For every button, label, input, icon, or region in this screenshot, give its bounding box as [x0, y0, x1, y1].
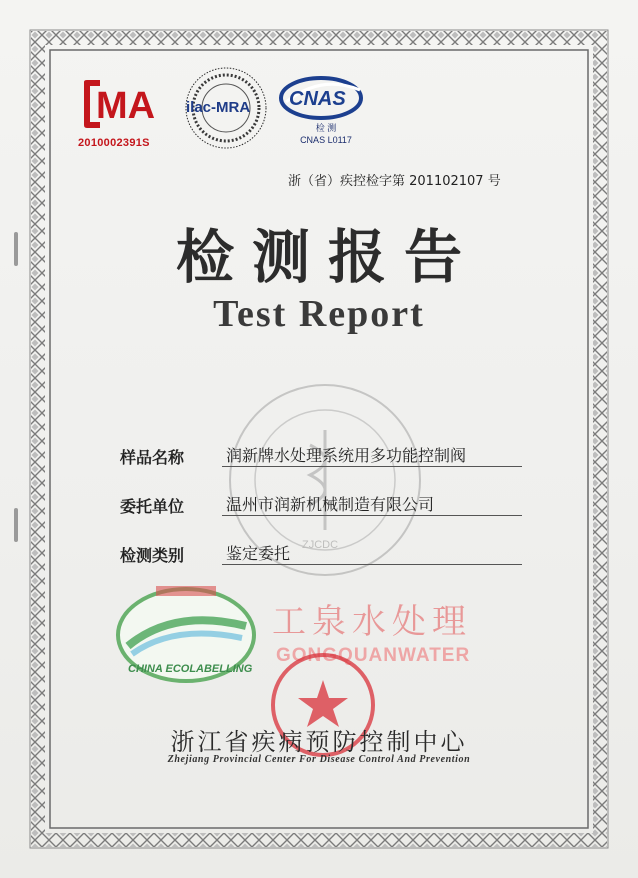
report-title-en: Test Report	[213, 293, 425, 335]
watermark-text: ZJCDC	[302, 539, 339, 551]
overlay-watermark-en: GONGQUANWATER	[276, 645, 471, 666]
field-label-sample-name: 样品名称	[120, 448, 185, 467]
field-underline	[222, 564, 522, 565]
report-title-cn: 检测报告	[175, 223, 480, 291]
cnas-logo	[276, 72, 366, 124]
cnas-text: CNAS	[289, 88, 346, 110]
ecolabel-text: CHINA ECOLABELLING	[128, 663, 253, 675]
ilac-text: ilac-MRA	[186, 99, 251, 116]
cma-mark: MA	[96, 85, 156, 127]
field-label-client: 委托单位	[120, 497, 185, 516]
cma-number: 2010002391S	[78, 137, 150, 149]
field-underline	[222, 466, 522, 467]
overlay-watermark-cn: 工泉水处理	[272, 602, 472, 642]
issuer-name-en: Zhejiang Provincial Center For Disease Control And Prevention	[167, 754, 471, 765]
cnas-caption	[286, 122, 366, 146]
field-value-test-type: 鉴定委托	[226, 544, 291, 563]
china-ecolabel-logo	[114, 580, 264, 690]
cnas-number: CNAS L0117	[300, 135, 352, 145]
ilac-mra-logo	[180, 62, 272, 154]
field-underline	[222, 515, 522, 516]
issuer-name-cn: 浙江省疾病预防控制中心	[170, 728, 468, 756]
accreditation-logos	[78, 62, 378, 162]
field-label-test-type: 检测类别	[120, 546, 185, 565]
cnas-sub-cn: 检 测	[315, 123, 337, 133]
report-reference-number: 浙（省）疾控检字第 201102107 号	[288, 174, 501, 189]
field-value-client: 温州市润新机械制造有限公司	[226, 495, 435, 514]
field-value-sample-name: 润新牌水处理系统用多功能控制阀	[226, 446, 467, 465]
